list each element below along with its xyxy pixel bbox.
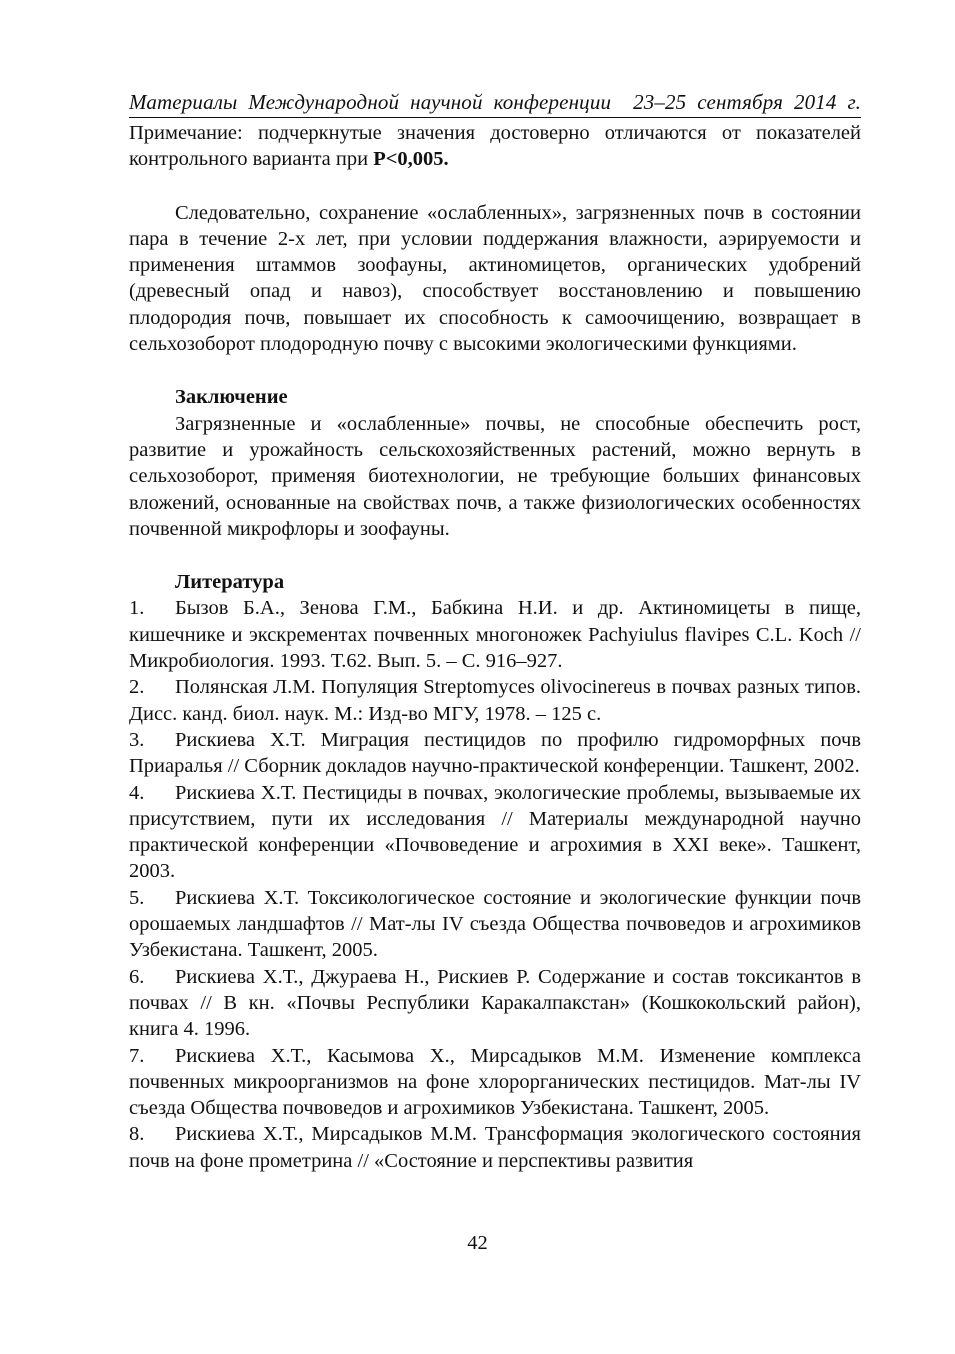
page-number: 42 <box>467 1232 488 1254</box>
reference-text: Рискиева Х.Т., Касымова Х., Мирсадыков М.М. Изменение комплекса почвенных микроорганизмов на фоне хлорорганических пестицидов. Мат-лы IV съезда Общества почвоведов и агрохимиков Узбекистана. Ташкент, 2005. <box>129 1044 861 1120</box>
reference-number: 3. <box>129 728 145 751</box>
reference-list <box>129 595 861 1174</box>
main-paragraph: Следовательно, сохранение «ослабленных», загрязненных почв в состоянии пара в течение 2-х лет, при условии поддержания влажности, аэрируемости и применения штаммов зоофауны, актиномицетов, органических удобрений (древесный опад и навоз), способствует восстановлению и повышению плодородия почв, повышает их способность к самоочищению, возвращает в сельхозоборот плодородную почву с высокими экологическими функциями. <box>129 201 861 356</box>
reference-text: Рискиева Х.Т., Мирсадыков М.М. Трансформация экологического состояния почв на фоне прометрина // «Состояние и перспективы развития <box>129 1123 861 1172</box>
reference-number: 7. <box>129 1044 145 1067</box>
reference-text: Рискиева Х.Т. Токсикологическое состояние и экологические функции почв орошаемых ландшафтов // Мат-лы IV съезда Общества почвоведов и агрохимиков Узбекистана. Ташкент, 2005. <box>129 886 861 962</box>
note-significance: P<0,005. <box>373 148 449 171</box>
reference-text: Рискиева Х.Т. Пестициды в почвах, экологические проблемы, вызываемые их присутствием, пути их исследования // Материалы международной научно практической конференции «Почвоведение и агрохимия в XXI веке». Ташкент, 2003. <box>129 781 861 883</box>
reference-item <box>129 727 861 780</box>
references-heading: Литература <box>175 571 285 594</box>
header-title: Материалы Международной научной конференции <box>129 90 612 114</box>
reference-item <box>129 1121 861 1174</box>
reference-item <box>129 595 861 674</box>
conclusion-paragraph: Загрязненные и «ослабленные» почвы, не способные обеспечить рост, развитие и урожайность сельскохозяйственных растений, можно вернуть в сельхозоборот, применяя биотехнологии, не требующие больших финансовых вложений, основанные на свойствах почв, а также физиологических особенностях почвенной микрофлоры и зоофауны. <box>129 412 861 540</box>
reference-text: Рискиева Х.Т., Джураева Н., Рискиев Р. Содержание и состав токсикантов в почвах // В кн. «Почвы Республики Каракалпакстан» (Кошкокольский район), книга 4. 1996. <box>129 965 861 1041</box>
reference-item <box>129 780 861 885</box>
reference-item <box>129 885 861 964</box>
reference-item <box>129 964 861 1043</box>
reference-number: 8. <box>129 1123 145 1146</box>
reference-item <box>129 674 861 727</box>
reference-text: Бызов Б.А., Зенова Г.М., Бабкина Н.И. и др. Актиномицеты в пище, кишечнике и экскрементах почвенных многоножек Pachyiulus flavipes C.L. Koch // Микробиология. 1993. Т.62. Вып. 5. – С. 916–927. <box>129 597 861 673</box>
header-dates: 23–25 сентября 2014 г. <box>633 90 861 114</box>
reference-text: Полянская Л.М. Популяция Streptomyces olivocinereus в почвах разных типов. Дисс. канд. биол. наук. М.: Изд-во МГУ, 1978. – 125 с. <box>129 676 861 725</box>
reference-text: Рискиева Х.Т. Миграция пестицидов по профилю гидроморфных почв Приаралья // Сборник докладов научно-практической конференции. Ташкент, 2002. <box>129 728 861 778</box>
running-header <box>129 88 861 118</box>
reference-item <box>129 1043 861 1122</box>
page-content <box>129 88 861 1174</box>
conclusion-heading: Заключение <box>175 386 288 409</box>
reference-number: 6. <box>129 965 145 988</box>
reference-number: 5. <box>129 886 145 909</box>
reference-number: 2. <box>129 676 145 699</box>
reference-number: 4. <box>129 781 145 804</box>
reference-number: 1. <box>129 597 145 620</box>
note-text: Примечание: подчеркнутые значения достоверно отличаются от показателей контрольного варианта при <box>129 122 861 171</box>
table-note <box>129 120 861 173</box>
